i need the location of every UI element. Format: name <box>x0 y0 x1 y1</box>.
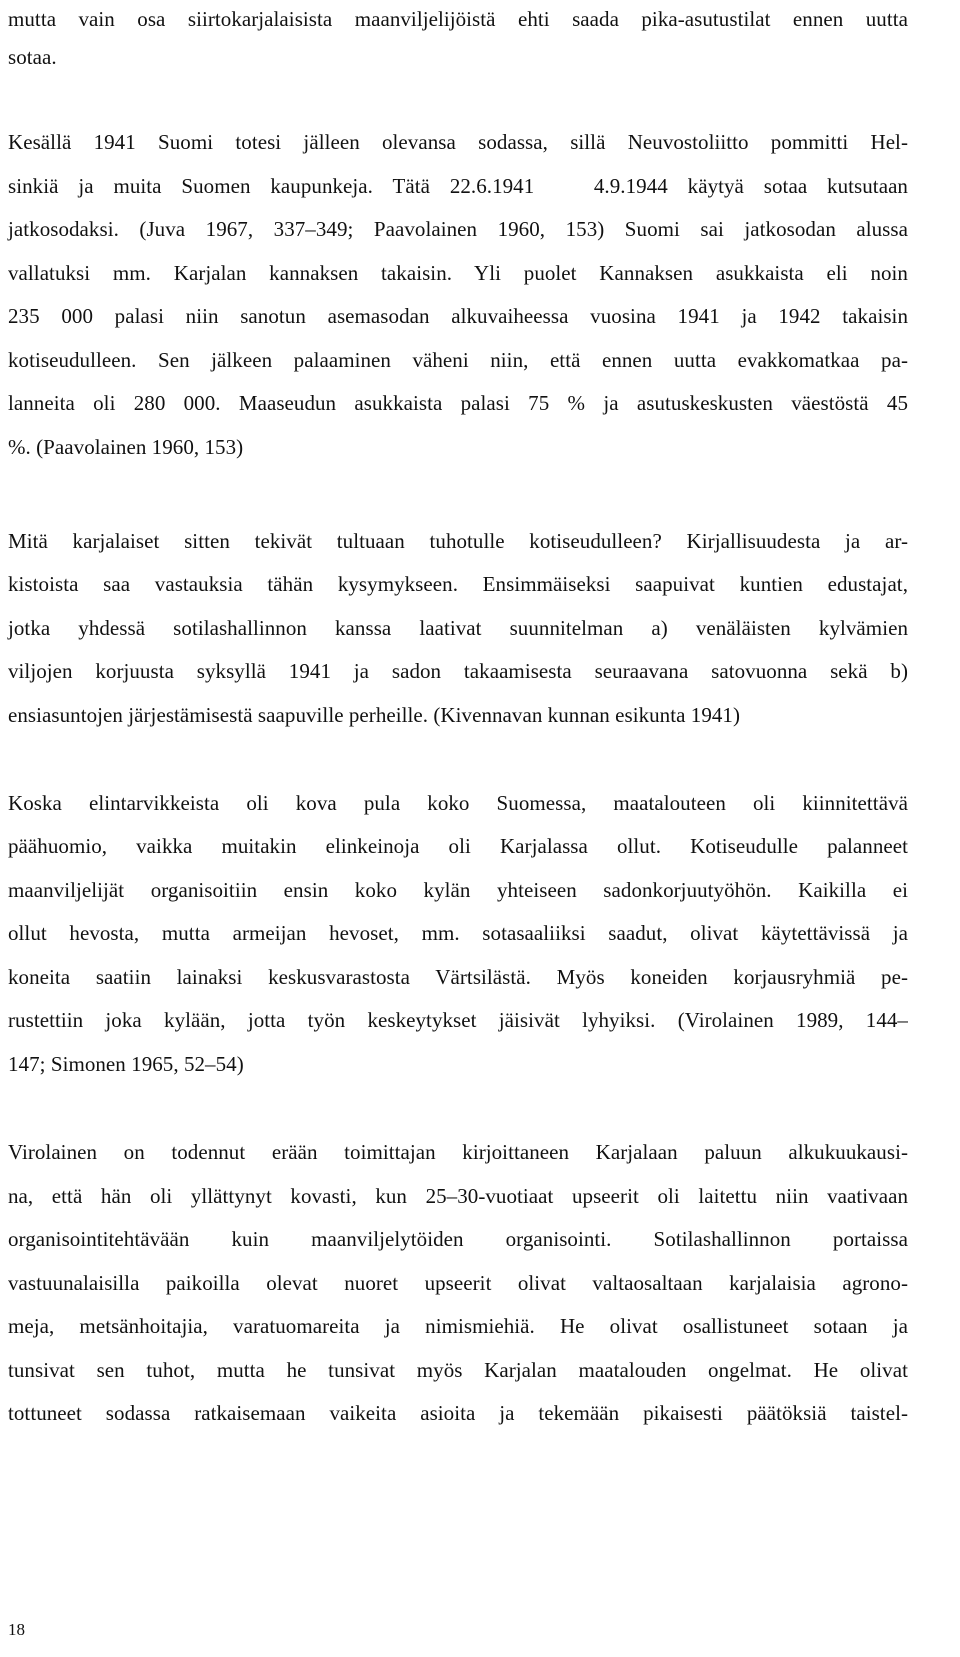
text-line: kotiseudulleen. Sen jälkeen palaaminen väheni niin, että ennen uutta evakkomatkaa pa- <box>8 348 908 372</box>
text-line: Kesällä 1941 Suomi totesi jälleen olevansa sodassa, sillä Neuvostoliitto pommitti Hel- <box>8 130 908 154</box>
text-line: na, että hän oli yllättynyt kovasti, kun 25–30-vuotiaat upseerit oli laitettu niin vaativaan <box>8 1184 908 1208</box>
text-line: kistoista saa vastauksia tähän kysymykseen. Ensimmäiseksi saapuivat kuntien edustajat, <box>8 572 908 596</box>
page-number: 18 <box>8 1620 25 1639</box>
text-line: koneita saatiin lainaksi keskusvarastosta Värtsilästä. Myös koneiden korjausryhmiä pe- <box>8 965 908 989</box>
text-line: 235 000 palasi niin sanotun asemasodan alkuvaiheessa vuosina 1941 ja 1942 takaisin <box>8 304 908 328</box>
text-line: Koska elintarvikkeista oli kova pula koko Suomessa, maatalouteen oli kiinnitettävä <box>8 791 908 815</box>
text-line: lanneita oli 280 000. Maaseudun asukkaista palasi 75 % ja asutuskeskusten väestöstä 45 <box>8 391 908 415</box>
text-line: ensiasuntojen järjestämisestä saapuville perheille. (Kivennavan kunnan esikunta 1941) <box>8 703 741 727</box>
text-line: päähuomio, vaikka muitakin elinkeinoja oli Karjalassa ollut. Kotiseudulle palanneet <box>8 834 908 858</box>
text-line: vallatuksi mm. Karjalan kannaksen takaisin. Yli puolet Kannaksen asukkaista eli noin <box>8 261 908 285</box>
text-line: jatkosodaksi. (Juva 1967, 337–349; Paavolainen 1960, 153) Suomi sai jatkosodan alussa <box>8 217 908 241</box>
text-line: tunsivat sen tuhot, mutta he tunsivat myös Karjalan maatalouden ongelmat. He olivat <box>8 1358 908 1382</box>
text-line: vastuunalaisilla paikoilla olevat nuoret upseerit olivat valtaosaltaan karjalaisia agrono- <box>8 1271 908 1295</box>
text-line: rustettiin joka kylään, jotta työn keskeytykset jäisivät lyhyiksi. (Virolainen 1989, 144– <box>8 1008 908 1032</box>
text-line: 147; Simonen 1965, 52–54) <box>8 1052 244 1076</box>
text-line: Virolainen on todennut erään toimittajan kirjoittaneen Karjalaan paluun alkukuukausi- <box>8 1140 908 1164</box>
text-line: meja, metsänhoitajia, varatuomareita ja nimismiehiä. He olivat osallistuneet sotaan ja <box>8 1314 908 1338</box>
text-line: %. (Paavolainen 1960, 153) <box>8 435 244 459</box>
text-line: maanviljelijät organisoitiin ensin koko kylän yhteiseen sadonkorjuutyöhön. Kaikilla ei <box>8 878 908 902</box>
text-line: viljojen korjuusta syksyllä 1941 ja sadon takaamisesta seuraavana satovuonna sekä b) <box>8 659 908 683</box>
text-line: sotaa. <box>8 45 57 69</box>
text-line: ollut hevosta, mutta armeijan hevoset, mm. sotasaaliiksi saadut, olivat käytettävissä ja <box>8 921 908 945</box>
text-line: tottuneet sodassa ratkaisemaan vaikeita asioita ja tekemään pikaisesti päätöksiä taistel- <box>8 1401 908 1425</box>
text-line: sinkiä ja muita Suomen kaupunkeja. Tätä 22.6.1941 4.9.1944 käytyä sotaa kutsutaan <box>8 174 908 198</box>
text-line: Mitä karjalaiset sitten tekivät tultuaan tuhotulle kotiseudulleen? Kirjallisuudesta ja ar- <box>8 529 908 553</box>
text-line: mutta vain osa siirtokarjalaisista maanviljelijöistä ehti saada pika-asutustilat ennen uutta <box>8 7 908 31</box>
text-line: jotka yhdessä sotilashallinnon kanssa laativat suunnitelman a) venäläisten kylvämien <box>8 616 908 640</box>
text-line: organisointitehtävään kuin maanviljelytöiden organisointi. Sotilashallinnon portaissa <box>8 1227 908 1251</box>
